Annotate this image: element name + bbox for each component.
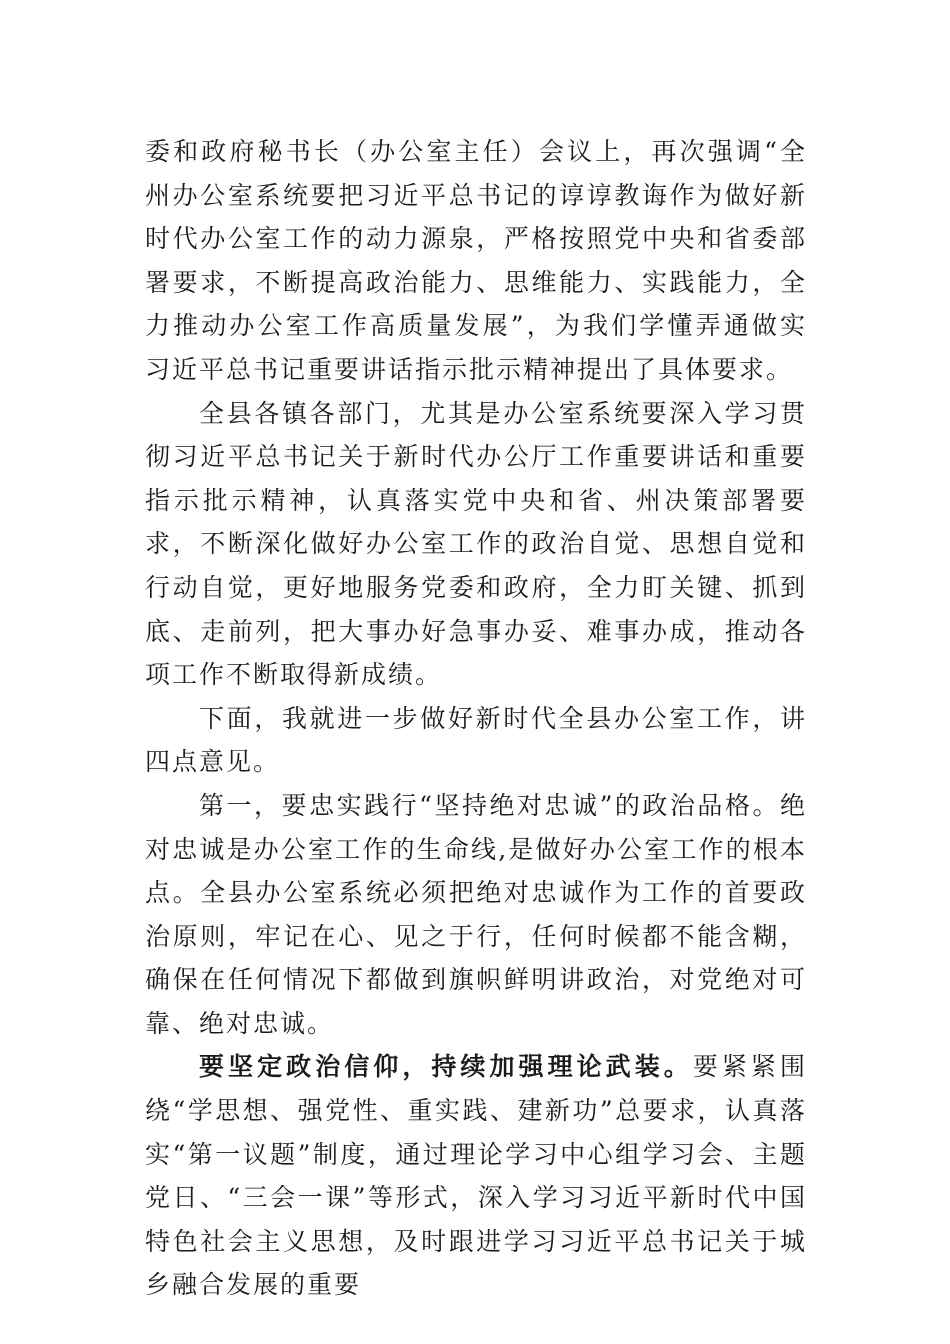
- document-page: [145, 130, 807, 1307]
- paragraph-5-body: 要紧紧围绕“学思想、强党性、重实践、建新功”总要求，认真落实“第一议题”制度，通过理论学习中心组学习会、主题党日、“三会一课”等形式，深入学习习近平新时代中国特色社会主义思想，及时跟进学习习近平总书记关于城乡融合发展的重要: [145, 1052, 807, 1300]
- paragraph-1: 委和政府秘书长（办公室主任）会议上，再次强调“全州办公室系统要把习近平总书记的谆谆教诲作为做好新时代办公室工作的动力源泉，严格按照党中央和省委部署要求，不断提高政治能力、思维能力、实践能力，全力推动办公室工作高质量发展”，为我们学懂弄通做实习近平总书记重要讲话指示批示精神提出了具体要求。: [145, 137, 807, 384]
- paragraph-5: [145, 1045, 807, 1307]
- paragraph-3: 下面，我就进一步做好新时代全县办公室工作，讲四点意见。: [145, 703, 807, 777]
- paragraph-4: 第一，要忠实践行“坚持绝对忠诚”的政治品格。绝对忠诚是办公室工作的生命线,是做好办公室工作的根本点。全县办公室系统必须把绝对忠诚作为工作的首要政治原则，牢记在心、见之于行，任何时候都不能含糊，确保在任何情况下都做到旗帜鲜明讲政治，对党绝对可靠、绝对忠诚。: [145, 790, 807, 1038]
- paragraph-2: 全县各镇各部门，尤其是办公室系统要深入学习贯彻习近平总书记关于新时代办公厅工作重要讲话和重要指示批示精神，认真落实党中央和省、州决策部署要求，不断深化做好办公室工作的政治自觉、思想自觉和行动自觉，更好地服务党委和政府，全力盯关键、抓到底、走前列，把大事办好急事办妥、难事办成，推动各项工作不断取得新成绩。: [145, 398, 807, 690]
- paragraph-5-bold-heading: 要坚定政治信仰，持续加强理论武装。: [199, 1052, 693, 1082]
